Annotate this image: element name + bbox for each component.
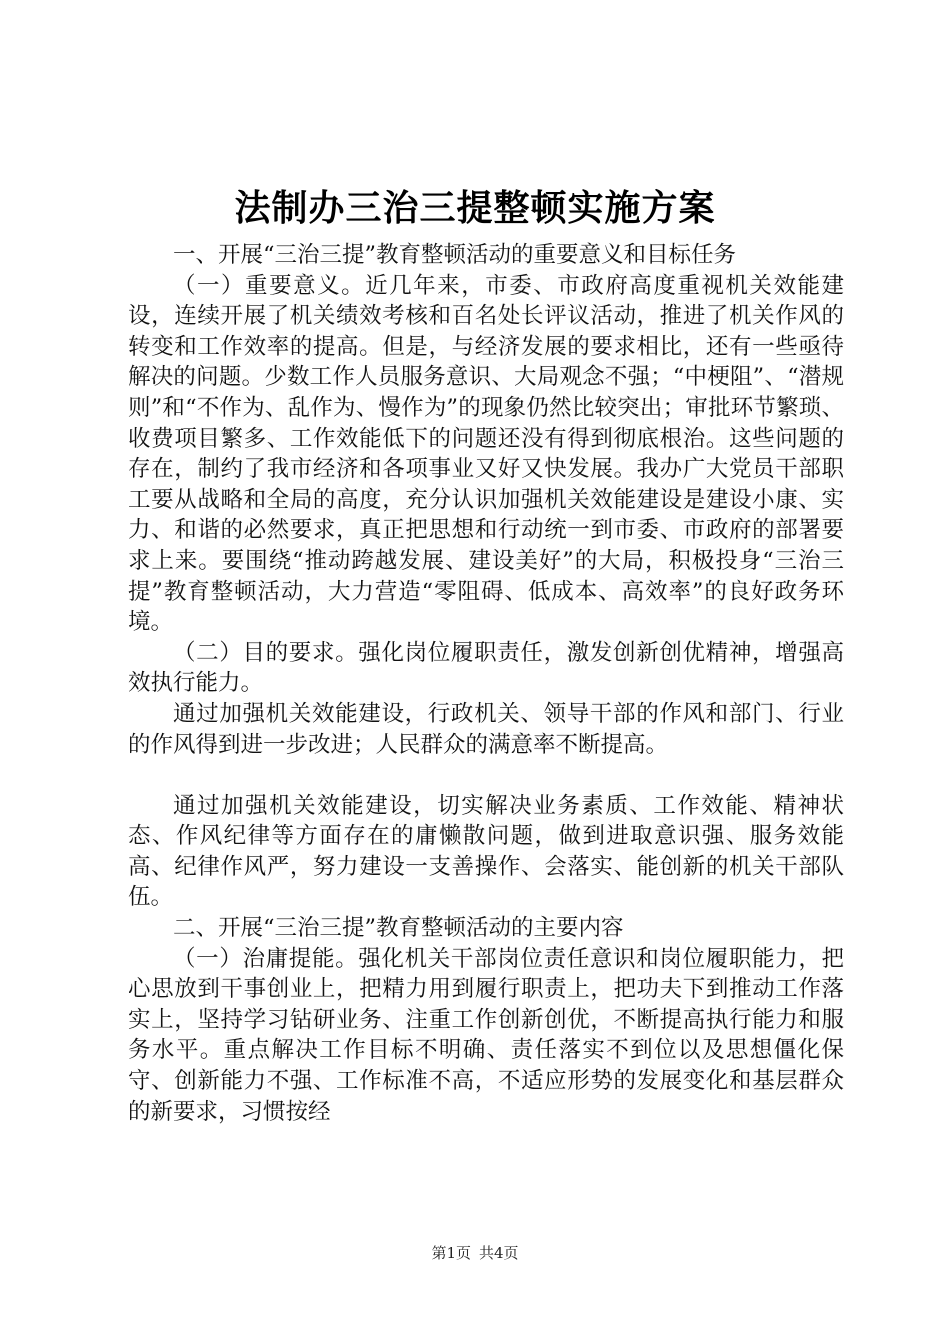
document-body — [128, 240, 844, 1127]
paragraph-goal-1: 通过加强机关效能建设，行政机关、领导干部的作风和部门、行业的作风得到进一步改进；人民群众的满意率不断提高。 — [128, 700, 844, 758]
paragraph-zhiyong-tineng: （一）治庸提能。强化机关干部岗位责任意识和岗位履职能力，把心思放到干事创业上，把精力用到履行职责上，把功夫下到推动工作落实上，坚持学习钻研业务、注重工作创新创优，不断提高执行能力和服务水平。重点解决工作目标不明确、责任落实不到位以及思想僵化保守、创新能力不强、工作标准不高，不适应形势的发展变化和基层群众的新要求，习惯按经 — [128, 945, 844, 1125]
page-footer — [0, 1243, 950, 1263]
page-number: 第1页 — [431, 1244, 471, 1262]
page-total: 共4页 — [479, 1244, 519, 1262]
paragraph-significance: （一）重要意义。近几年来，市委、市政府高度重视机关效能建设，连续开展了机关绩效考核和百名处长评议活动，推进了机关作风的转变和工作效率的提高。但是，与经济发展的要求相比，还有一些亟待解决的问题。少数工作人员服务意识、大局观念不强；“中梗阻”、“潜规则”和“不作为、乱作为、慢作为”的现象仍然比较突出；审批环节繁琐、收费项目繁多、工作效能低下的问题还没有得到彻底根治。这些问题的存在，制约了我市经济和各项事业又好又快发展。我办广大党员干部职工要从战略和全局的高度，充分认识加强机关效能建设是建设小康、实力、和谐的必然要求，真正把思想和行动统一到市委、市政府的部署要求上来。要围绕“推动跨越发展、建设美好”的大局，积极投身“三治三提”教育整顿活动，大力营造“零阻碍、低成本、高效率”的良好政务环境。 — [128, 272, 844, 636]
document-title: 法制办三治三提整顿实施方案 — [234, 187, 716, 229]
section-heading-1: 一、开展“三治三提”教育整顿活动的重要意义和目标任务 — [173, 242, 737, 268]
paragraph-objectives: （二）目的要求。强化岗位履职责任，激发创新创优精神，增强高效执行能力。 — [128, 639, 844, 697]
paragraph-goal-2: 通过加强机关效能建设，切实解决业务素质、工作效能、精神状态、作风纪律等方面存在的庸懒散问题，做到进取意识强、服务效能高、纪律作风严，努力建设一支善操作、会落实、能创新的机关干部队伍。 — [128, 792, 844, 911]
section-heading-2: 二、开展“三治三提”教育整顿活动的主要内容 — [173, 915, 624, 942]
